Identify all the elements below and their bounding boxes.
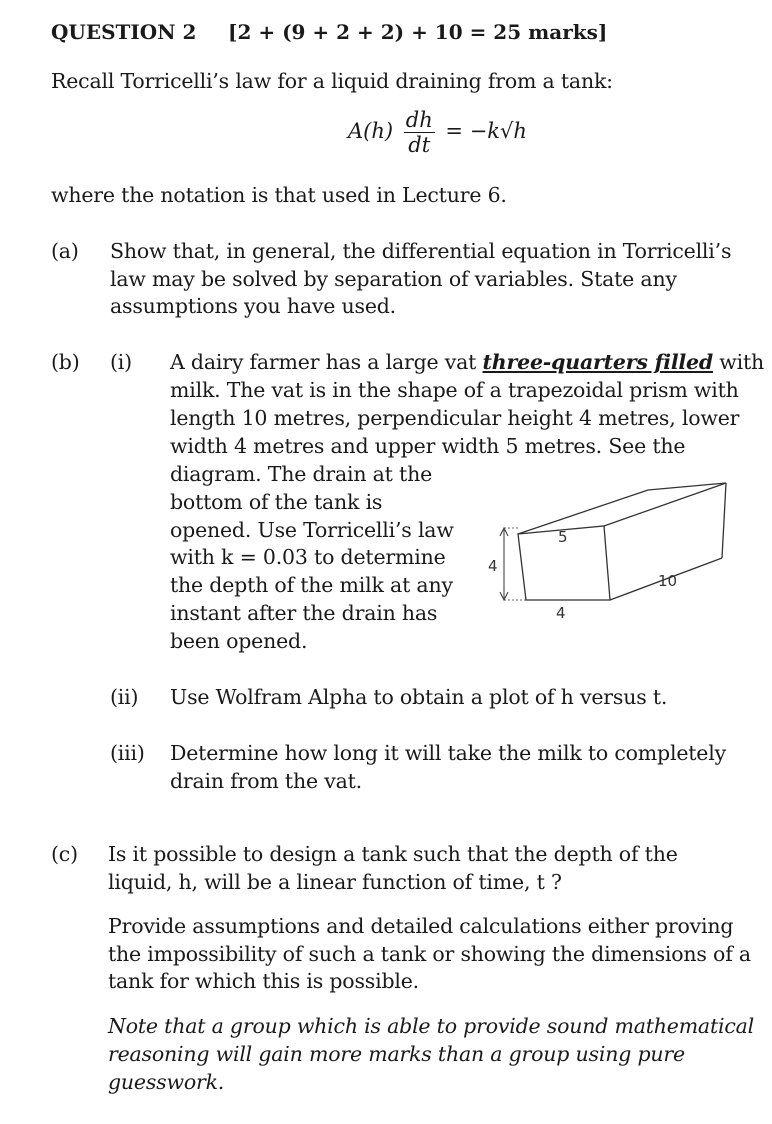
- part-c-note-line-3: guesswork.: [108, 1070, 225, 1094]
- prism-edge-top-right: [604, 483, 726, 526]
- equation-numerator: dh: [405, 108, 433, 132]
- part-b-ii-text: Use Wolfram Alpha to obtain a plot of h versus t.: [170, 685, 668, 709]
- part-b-i-line-8: with k = 0.03 to determine: [170, 545, 446, 569]
- part-a-line-1: Show that, in general, the differential equation in Torricelli’s: [110, 239, 732, 263]
- part-c-para2-line-3: tank for which this is possible.: [108, 969, 419, 993]
- part-b-i-line-1-post: with: [712, 350, 765, 374]
- question-label: QUESTION 2: [51, 20, 197, 44]
- marks-breakdown: [2 + (9 + 2 + 2) + 10 = 25 marks]: [228, 20, 608, 44]
- part-c-line-1: Is it possible to design a tank such that the depth of the: [108, 842, 678, 866]
- trapezoidal-prism-diagram: [478, 478, 738, 628]
- part-b-iii-label: (iii): [110, 741, 145, 765]
- part-b-i-line-6: bottom of the tank is: [170, 490, 383, 514]
- length-label: 10: [658, 572, 678, 590]
- part-c-label: (c): [51, 842, 78, 866]
- part-b-i-line-4: width 4 metres and upper width 5 metres. See the: [170, 434, 686, 458]
- part-b-label: (b): [51, 350, 80, 374]
- torricelli-equation: [348, 108, 527, 157]
- equation-rhs: = −k√h: [445, 119, 527, 143]
- part-a-label: (a): [51, 239, 79, 263]
- part-b-i-line-2: milk. The vat is in the shape of a trapezoidal prism with: [170, 378, 739, 402]
- part-a-line-3: assumptions you have used.: [110, 294, 396, 318]
- part-c-note-line-2: reasoning will gain more marks than a group using pure: [108, 1042, 685, 1066]
- part-b-i-line-7: opened. Use Torricelli’s law: [170, 518, 454, 542]
- intro-notation: where the notation is that used in Lecture 6.: [51, 183, 507, 207]
- prism-back-right: [722, 483, 726, 558]
- part-b-i-line-10: instant after the drain has: [170, 601, 438, 625]
- three-quarters-filled-emphasis: three-quarters filled: [482, 350, 713, 374]
- part-c-note-line-1: Note that a group which is able to provide sound mathematical: [108, 1014, 755, 1038]
- part-b-i-line-3: length 10 metres, perpendicular height 4 metres, lower: [170, 406, 740, 430]
- equation-denominator: dt: [408, 133, 431, 157]
- part-b-iii-line-2: drain from the vat.: [170, 769, 362, 793]
- intro-recall: Recall Torricelli’s law for a liquid draining from a tank:: [51, 69, 613, 93]
- part-b-i-label: (i): [110, 350, 132, 374]
- part-b-i-line-11: been opened.: [170, 629, 308, 653]
- part-c-line-2: liquid, h, will be a linear function of time, t ?: [108, 870, 562, 894]
- part-c-para2-line-1: Provide assumptions and detailed calculations either proving: [108, 914, 734, 938]
- top-width-label: 5: [558, 528, 568, 546]
- bottom-width-label: 4: [556, 604, 566, 622]
- part-b-i-line-5: diagram. The drain at the: [170, 462, 433, 486]
- part-c-para2-line-2: the impossibility of such a tank or showing the dimensions of a: [108, 942, 751, 966]
- part-b-i-line-1: [170, 348, 764, 376]
- height-label: 4: [488, 557, 498, 575]
- equation-fraction: [404, 108, 435, 157]
- part-b-iii-line-1: Determine how long it will take the milk to completely: [170, 741, 726, 765]
- part-b-ii-label: (ii): [110, 685, 139, 709]
- part-b-i-line-9: the depth of the milk at any: [170, 573, 453, 597]
- part-a-line-2: law may be solved by separation of variables. State any: [110, 267, 677, 291]
- equation-lhs: A(h): [348, 119, 394, 143]
- part-b-i-line-1-pre: A dairy farmer has a large vat: [170, 350, 483, 374]
